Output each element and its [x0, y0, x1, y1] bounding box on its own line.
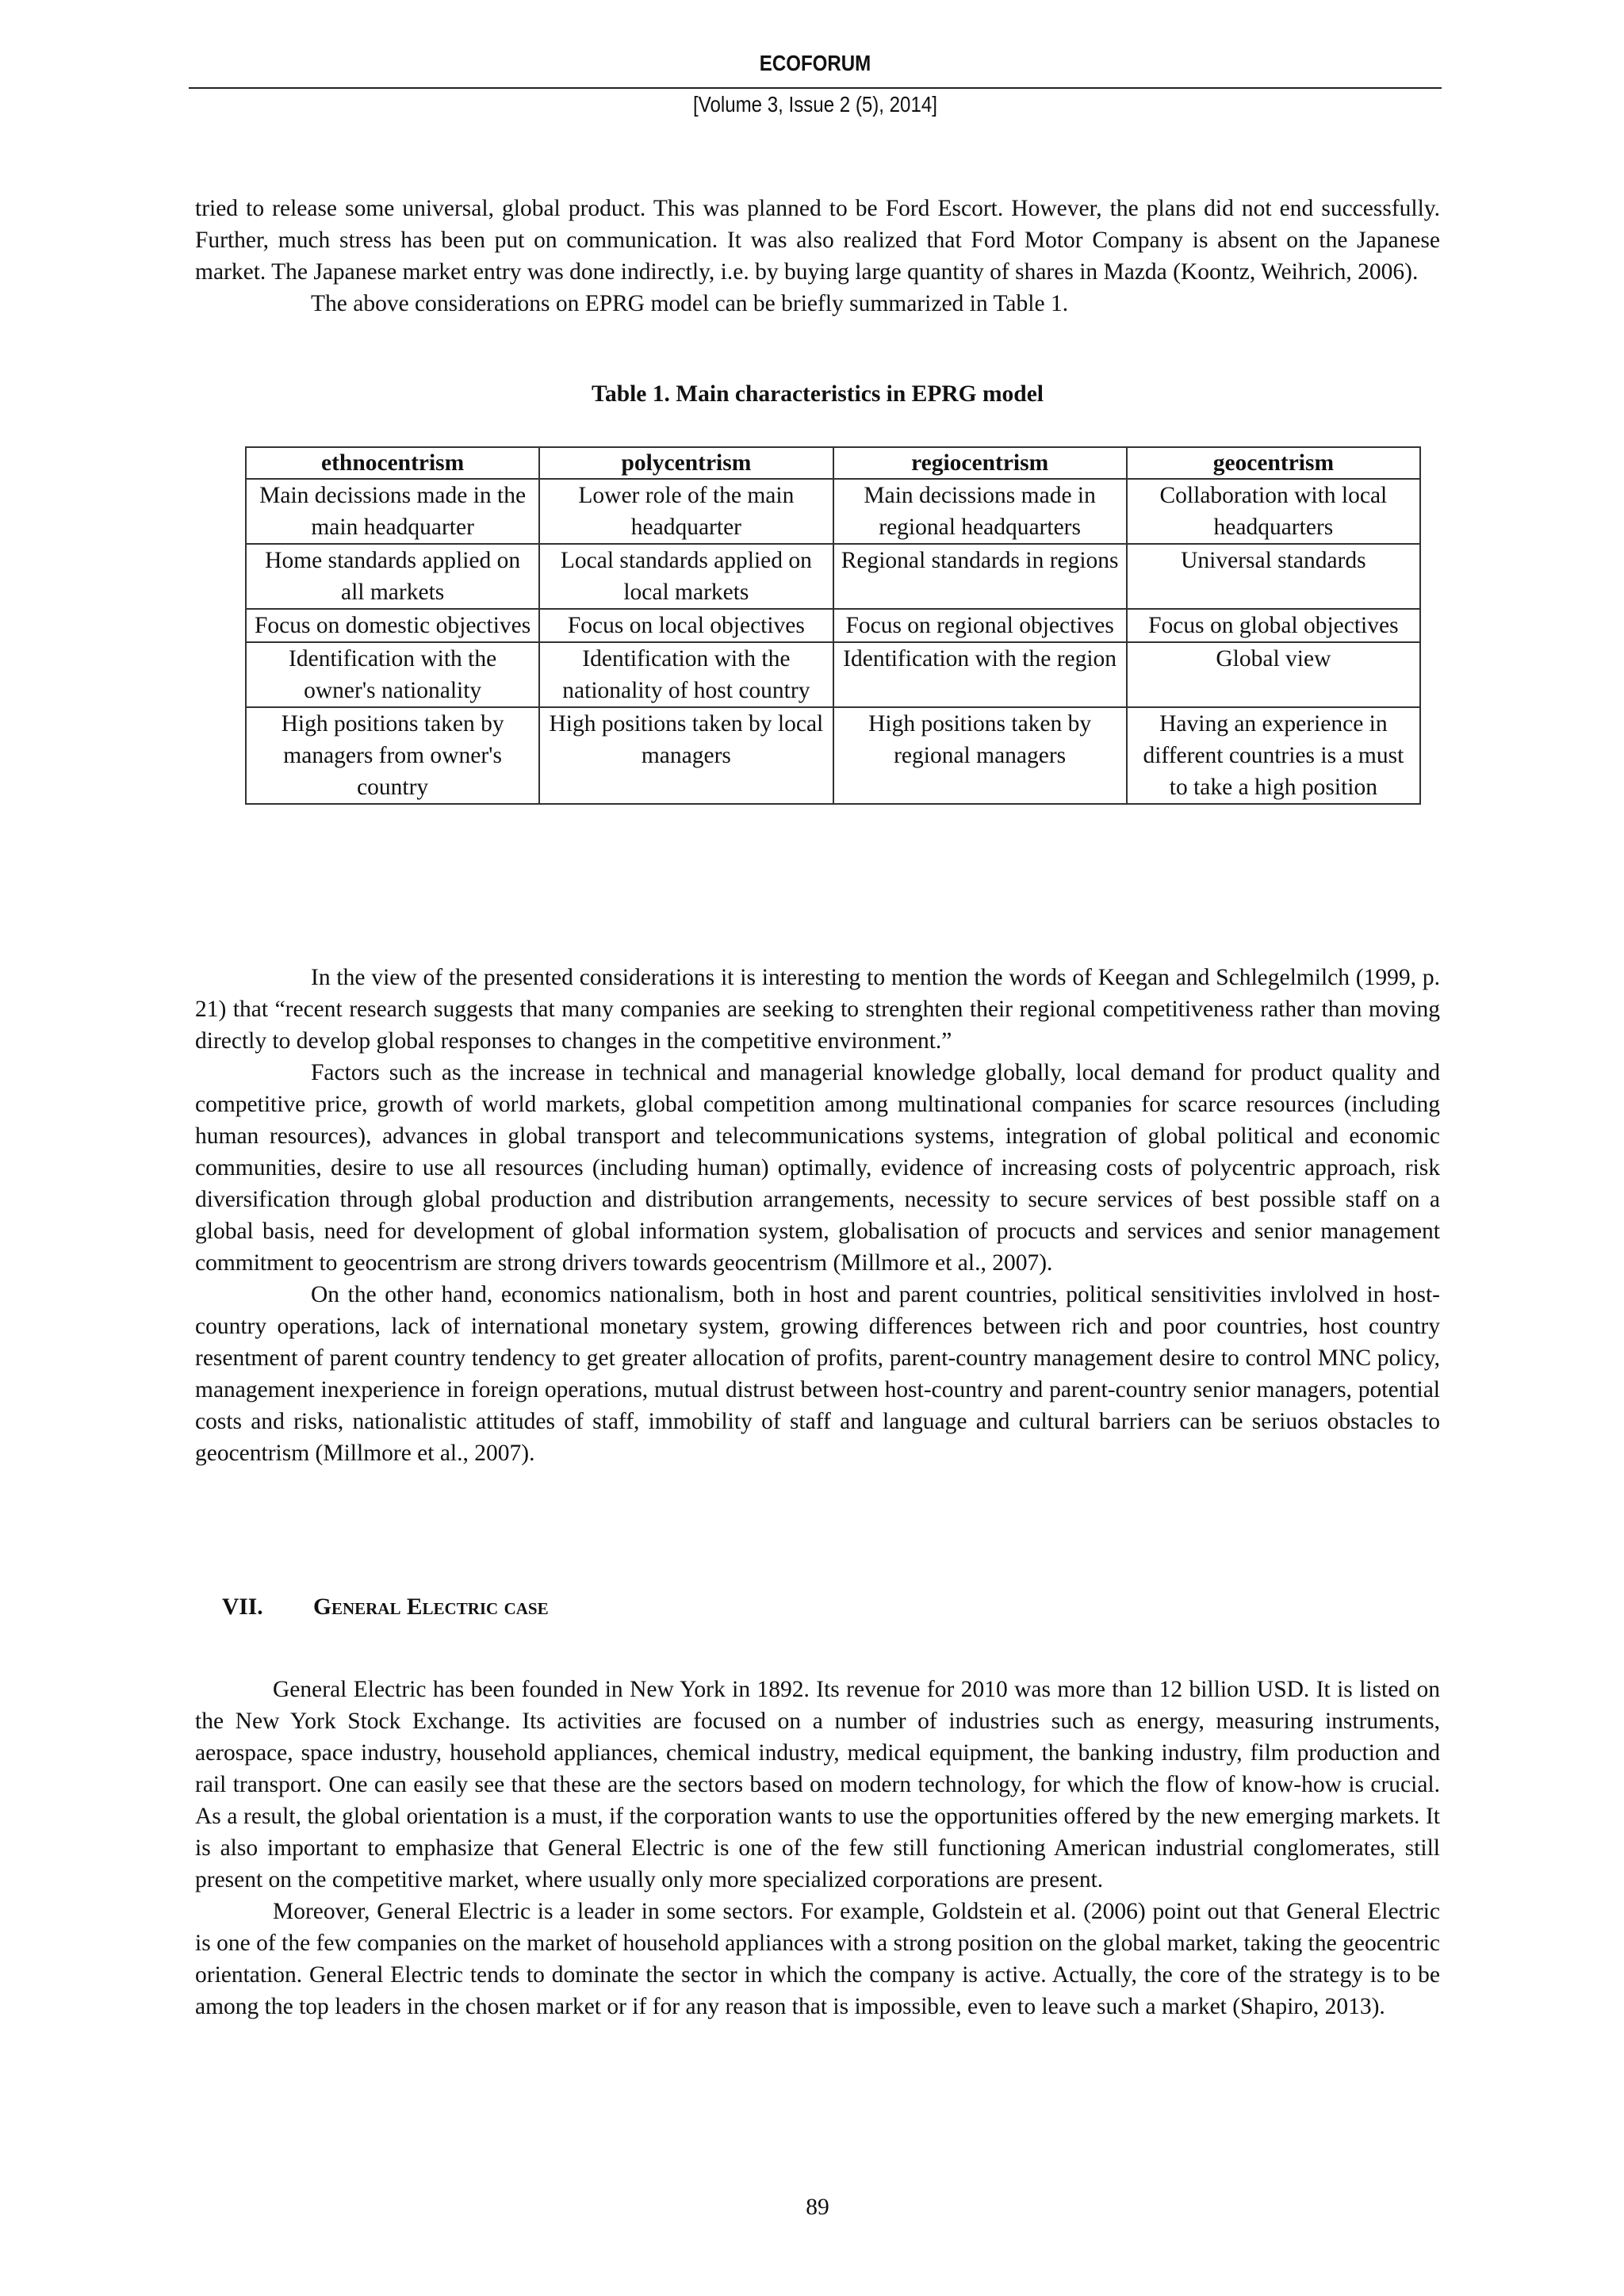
table-row	[246, 642, 1420, 707]
paragraph: In the view of the presented considerations it is interesting to mention the words of Keegan and Schlegelmilch (1999, p. 21) that “recent research suggests that many companies are seeking to strenghten their regional competitiveness rather than moving directly to develop global responses to changes in the competitive environment.”	[195, 965, 1440, 1054]
column-header: geocentrism	[1127, 447, 1420, 479]
table-cell: High positions taken by managers from owner's country	[246, 707, 539, 804]
paragraph: Moreover, General Electric is a leader in some sectors. For example, Goldstein et al. (2006) point out that General Electric is one of the few companies on the market of household appliances with a strong position on the global market, taking the geocentric orientation. General Electric tends to dominate the sector in which the company is active. Actually, the core of the strategy is to be among the top leaders in the chosen market or if for any reason that is impossible, even to leave such a market (Shapiro, 2013).	[195, 1899, 1440, 2019]
eprg-table	[245, 446, 1421, 805]
table-row	[246, 544, 1420, 609]
table-row	[246, 479, 1420, 544]
table-header-row	[246, 447, 1420, 479]
table-cell: Focus on domestic objectives	[246, 609, 539, 642]
page-number: 89	[806, 2195, 829, 2220]
table-cell: Collaboration with local headquarters	[1127, 479, 1420, 544]
table-cell: Focus on regional objectives	[833, 609, 1127, 642]
table-cell: Lower role of the main headquarter	[539, 479, 833, 544]
table-cell: High positions taken by regional managers	[833, 707, 1127, 804]
section-heading	[222, 1594, 549, 1621]
header-rule	[189, 87, 1442, 89]
discussion-text	[195, 962, 1440, 1469]
column-header: ethnocentrism	[246, 447, 539, 479]
general-electric-text	[195, 1674, 1440, 2022]
table-cell: Regional standards in regions	[833, 544, 1127, 609]
paragraph: Factors such as the increase in technical and managerial knowledge globally, local demand for product quality and competitive price, growth of world markets, global competition among multinational companies for scarce resources (including human resources), advances in global transport and telecommunications systems, integration of global political and economic communities, desire to use all resources (including human) optimally, evidence of increasing costs of polycentric approach, risk diversification through global production and distribution arrangements, necessity to secure services of best possible staff on a global basis, need for development of global information system, globalisation of procucts and services and senior management commitment to geocentrism are strong drivers towards geocentrism (Millmore et al., 2007).	[195, 1060, 1440, 1276]
intro-text	[195, 193, 1440, 320]
table-cell: Home standards applied on all markets	[246, 544, 539, 609]
paragraph: tried to release some universal, global product. This was planned to be Ford Escort. However, the plans did not end successfully. Further, much stress has been put on communication. It was also realized that Ford Motor Company is absent on the Japanese market. The Japanese market entry was done indirectly, i.e. by buying large quantity of shares in Mazda (Koontz, Weihrich, 2006).	[195, 196, 1440, 285]
paragraph: The above considerations on EPRG model can be briefly summarized in Table 1.	[311, 291, 1069, 316]
volume-issue: [Volume 3, Issue 2 (5), 2014]	[693, 92, 937, 117]
journal-title: ECOFORUM	[759, 51, 871, 75]
table-cell: Global view	[1127, 642, 1420, 707]
table-cell: High positions taken by local managers	[539, 707, 833, 804]
table-cell: Main decissions made in the main headquarter	[246, 479, 539, 544]
paragraph: On the other hand, economics nationalism, both in host and parent countries, political sensitivities invlolved in host-country operations, lack of international monetary system, growing differences between rich and poor countries, host country resentment of parent country tendency to get greater allocation of profits, parent-country management desire to control MNC policy, management inexperience in foreign operations, mutual distrust between host-country and parent-country senior managers, potential costs and risks, nationalistic attitudes of staff, immobility of staff and language and cultural barriers can be seriuos obstacles to geocentrism (Millmore et al., 2007).	[195, 1282, 1440, 1466]
table-cell: Local standards applied on local markets	[539, 544, 833, 609]
table-caption: Table 1. Main characteristics in EPRG model	[591, 381, 1044, 407]
table-cell: Main decissions made in regional headquarters	[833, 479, 1127, 544]
table-cell: Universal standards	[1127, 544, 1420, 609]
table-cell: Having an experience in different countries is a must to take a high position	[1127, 707, 1420, 804]
table-cell: Identification with the nationality of host country	[539, 642, 833, 707]
table-row	[246, 707, 1420, 804]
table-cell: Focus on local objectives	[539, 609, 833, 642]
section-number: VII.	[222, 1594, 263, 1620]
column-header: polycentrism	[539, 447, 833, 479]
section-title: General Electric case	[313, 1594, 549, 1620]
table-row	[246, 609, 1420, 642]
column-header: regiocentrism	[833, 447, 1127, 479]
paragraph: General Electric has been founded in New York in 1892. Its revenue for 2010 was more than 12 billion USD. It is listed on the New York Stock Exchange. Its activities are focused on a number of industries such as energy, measuring instruments, aerospace, space industry, household appliances, chemical industry, medical equipment, the banking industry, film production and rail transport. One can easily see that these are the sectors based on modern technology, for which the flow of know-how is crucial. As a result, the global orientation is a must, if the corporation wants to use the opportunities offered by the new emerging markets. It is also important to emphasize that General Electric is one of the few still functioning American industrial conglomerates, still present on the competitive market, where usually only more specialized corporations are present.	[195, 1677, 1440, 1892]
table-cell: Focus on global objectives	[1127, 609, 1420, 642]
table-cell: Identification with the region	[833, 642, 1127, 707]
table-cell: Identification with the owner's nationality	[246, 642, 539, 707]
